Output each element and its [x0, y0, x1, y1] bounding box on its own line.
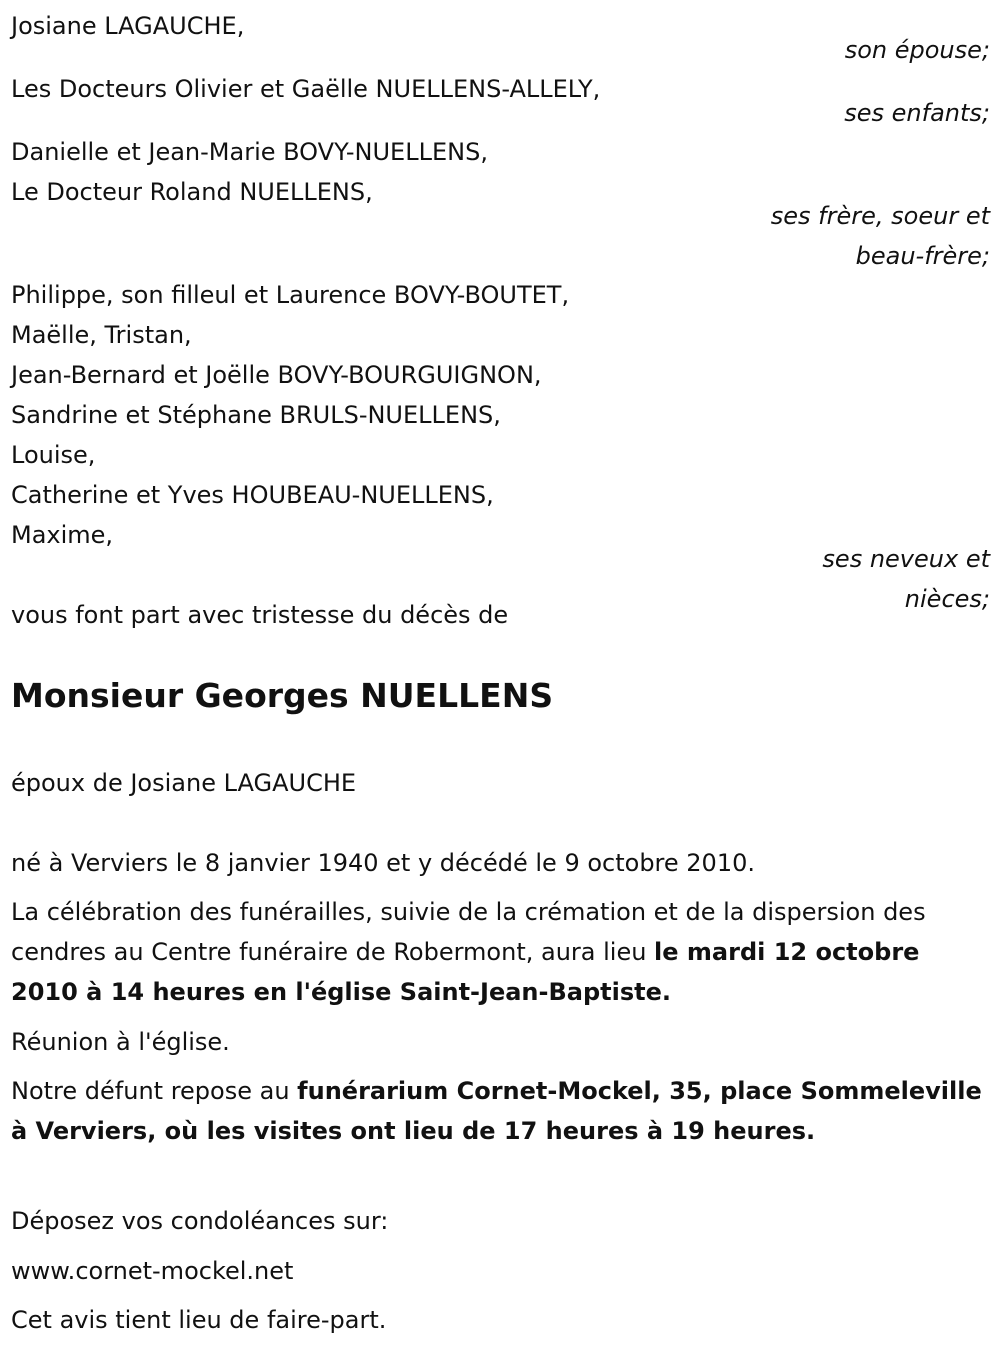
nephew-line: Catherine et Yves HOUBEAU-NUELLENS,: [11, 481, 494, 509]
nephew-line: Maxime,: [11, 521, 114, 549]
nephew-line: Sandrine et Stéphane BRULS-NUELLENS,: [11, 401, 501, 429]
condolences-label: Déposez vos condoléances sur:: [11, 1207, 389, 1235]
nephews-relation: ses neveux et: [822, 545, 990, 573]
birth-death-text: né à Verviers le 8 janvier 1940 et y décédé le 9 octobre 2010.: [11, 849, 755, 877]
meeting-text: Réunion à l'église.: [11, 1028, 230, 1056]
nephews-relation: nièces;: [904, 585, 990, 613]
nephew-line: Jean-Bernard et Joëlle BOVY-BOURGUIGNON,: [11, 361, 542, 389]
announcement-text: vous font part avec tristesse du décès de: [11, 601, 509, 629]
ceremony-date: le mardi 12 octobre 2010 à 14 heures en l'église Saint-Jean-Baptiste.: [11, 938, 920, 1006]
siblings-relation: beau-frère;: [855, 242, 990, 270]
rest-paragraph: [11, 1071, 986, 1151]
nephew-line: Philippe, son filleul et Laurence BOVY-BOUTET,: [11, 281, 570, 309]
ceremony-text: La célébration des funérailles, suivie de la crémation et de la dispersion des cendres au Centre funéraire de Robermont, aura lieu: [11, 898, 926, 966]
spouse-relation: son épouse;: [844, 36, 990, 64]
rest-text: Notre défunt repose au: [11, 1077, 298, 1105]
website-link[interactable]: www.cornet-mockel.net: [11, 1257, 294, 1285]
rest-location: funérarium Cornet-Mockel, 35, place Sommeleville à Verviers, où les visites ont lieu de 17 heures à 19 heures.: [11, 1077, 982, 1145]
spouse-names: Josiane LAGAUCHE,: [11, 12, 245, 40]
siblings-line: Danielle et Jean-Marie BOVY-NUELLENS,: [11, 138, 488, 166]
nephew-line: Maëlle, Tristan,: [11, 321, 192, 349]
ceremony-paragraph: [11, 892, 986, 1012]
children-names: Les Docteurs Olivier et Gaëlle NUELLENS-ALLELY,: [11, 75, 601, 103]
deceased-name: Monsieur Georges NUELLENS: [11, 676, 554, 715]
closing-text: Cet avis tient lieu de faire-part.: [11, 1306, 387, 1334]
siblings-line: Le Docteur Roland NUELLENS,: [11, 178, 373, 206]
siblings-relation: ses frère, soeur et: [770, 202, 990, 230]
children-relation: ses enfants;: [844, 99, 990, 127]
spouse-of-text: époux de Josiane LAGAUCHE: [11, 769, 357, 797]
nephew-line: Louise,: [11, 441, 96, 469]
